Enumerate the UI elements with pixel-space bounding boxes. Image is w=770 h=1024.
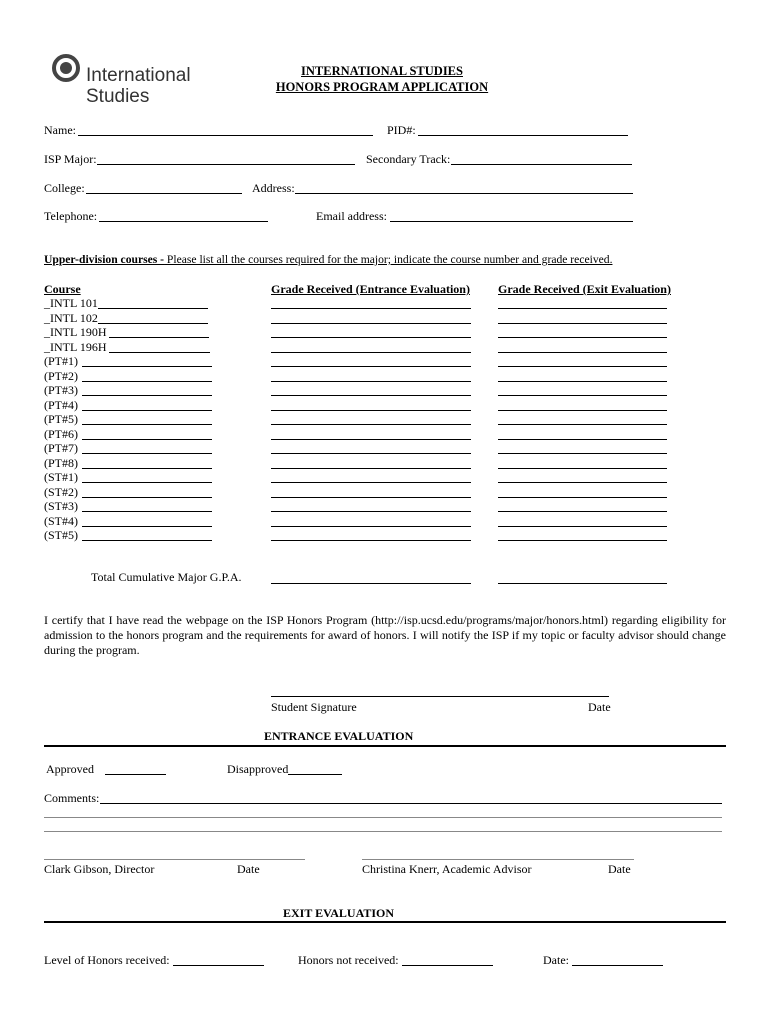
director-label: Clark Gibson, Director: [44, 862, 155, 876]
course-label: (PT#2): [44, 368, 78, 383]
gpa-label: Total Cumulative Major G.P.A.: [91, 570, 242, 584]
exit-grade-field[interactable]: [498, 424, 667, 425]
course-label: (ST#2): [44, 484, 78, 499]
isp-major-label: ISP Major:: [44, 152, 97, 166]
advisor-label: Christina Knerr, Academic Advisor: [362, 862, 532, 876]
course-number-field[interactable]: [82, 497, 212, 498]
entrance-grade-field[interactable]: [271, 497, 471, 498]
email-label: Email address:: [316, 209, 387, 223]
entrance-grade-field[interactable]: [271, 381, 471, 382]
exit-grade-field[interactable]: [498, 453, 667, 454]
entrance-grade-field[interactable]: [271, 511, 471, 512]
course-label: _INTL 190H: [44, 325, 107, 339]
director-signature-field[interactable]: [44, 859, 305, 860]
certification-text: I certify that I have read the webpage on the ISP Honors Program (http://isp.ucsd.edu/programs/major/honors.html) regarding eligibility for admission to the honors program and the requirements for award of honors. I will notify the ISP if my topic or faculty advisor should change during the program.: [44, 613, 726, 657]
address-field[interactable]: [295, 193, 633, 194]
course-number-field[interactable]: [82, 468, 212, 469]
pid-label: PID#:: [387, 123, 416, 137]
page-subtitle: HONORS PROGRAM APPLICATION: [275, 80, 489, 94]
entrance-grade-field[interactable]: [271, 323, 471, 324]
exit-grade-field[interactable]: [498, 526, 667, 527]
course-label: _INTL 196H: [44, 339, 107, 354]
student-signature-field[interactable]: [271, 696, 609, 697]
entrance-grade-field[interactable]: [271, 453, 471, 454]
exit-grade-field[interactable]: [498, 540, 667, 541]
course-number-field[interactable]: [82, 439, 212, 440]
course-number-field[interactable]: [82, 453, 212, 454]
exit-grade-field[interactable]: [498, 482, 667, 483]
name-label: Name:: [44, 123, 76, 137]
exit-grade-field[interactable]: [498, 381, 667, 382]
honors-not-received-field[interactable]: [402, 965, 493, 966]
course-label: _INTL 101: [44, 296, 98, 310]
exit-date-field[interactable]: [572, 965, 663, 966]
courses-intro: Upper-division courses - Please list all the courses required for the major; indicate the course number and grade received.: [44, 253, 613, 266]
course-number-field[interactable]: [82, 511, 212, 512]
course-number-field[interactable]: [82, 395, 212, 396]
director-date-label: Date: [237, 862, 260, 876]
student-date-label: Date: [588, 700, 611, 714]
course-number-field[interactable]: [98, 323, 208, 324]
course-number-field[interactable]: [109, 337, 209, 338]
course-number-field[interactable]: [82, 381, 212, 382]
course-label: (ST#3): [44, 499, 78, 513]
exit-grade-column-header: Grade Received (Exit Evaluation): [498, 282, 671, 296]
advisor-date-label: Date: [608, 862, 631, 876]
exit-grade-field[interactable]: [498, 497, 667, 498]
entrance-grade-field[interactable]: [271, 540, 471, 541]
entrance-grade-field[interactable]: [271, 395, 471, 396]
course-label: (ST#5): [44, 528, 78, 542]
level-of-honors-field[interactable]: [173, 965, 264, 966]
exit-date-label: Date:: [543, 953, 569, 967]
course-number-field[interactable]: [82, 366, 212, 367]
exit-grade-field[interactable]: [498, 337, 667, 338]
gpa-entrance-field[interactable]: [271, 583, 471, 584]
entrance-grade-field[interactable]: [271, 424, 471, 425]
exit-grade-field[interactable]: [498, 366, 667, 367]
course-label: (PT#7): [44, 441, 78, 455]
level-of-honors-label: Level of Honors received:: [44, 953, 170, 967]
entrance-grade-field[interactable]: [271, 482, 471, 483]
exit-grade-field[interactable]: [498, 352, 667, 353]
course-number-field[interactable]: [82, 424, 212, 425]
pid-field[interactable]: [418, 135, 628, 136]
college-label: College:: [44, 181, 85, 195]
course-label: (PT#5): [44, 412, 78, 426]
course-label: _INTL 102: [44, 310, 98, 325]
course-number-field[interactable]: [82, 410, 212, 411]
disapproved-field[interactable]: [288, 774, 342, 775]
course-column-header: Course: [44, 282, 81, 296]
entrance-grade-field[interactable]: [271, 366, 471, 367]
course-number-field[interactable]: [109, 352, 210, 353]
comments-field-line-3[interactable]: [44, 831, 722, 832]
exit-grade-field[interactable]: [498, 468, 667, 469]
course-label: (PT#6): [44, 426, 78, 441]
secondary-track-label: Secondary Track:: [366, 152, 451, 166]
secondary-track-field[interactable]: [451, 164, 632, 165]
exit-evaluation-heading: EXIT EVALUATION: [283, 906, 395, 920]
course-number-field[interactable]: [82, 526, 212, 527]
logo-line2: Studies: [86, 86, 150, 107]
page-title: INTERNATIONAL STUDIES: [301, 64, 463, 78]
entrance-grade-column-header: Grade Received (Entrance Evaluation): [271, 282, 470, 296]
entrance-grade-field[interactable]: [271, 337, 471, 338]
approved-field[interactable]: [105, 774, 166, 775]
exit-divider: [44, 921, 726, 923]
advisor-signature-field[interactable]: [362, 859, 634, 860]
exit-grade-field[interactable]: [498, 395, 667, 396]
logo-circle-icon: [52, 54, 80, 82]
college-field[interactable]: [86, 193, 242, 194]
address-label: Address:: [252, 181, 295, 195]
honors-not-received-label: Honors not received:: [298, 953, 399, 967]
disapproved-label: Disapproved: [227, 762, 289, 776]
exit-grade-field[interactable]: [498, 308, 667, 309]
entrance-grade-field[interactable]: [271, 308, 471, 309]
course-number-field[interactable]: [82, 540, 212, 541]
email-field[interactable]: [390, 221, 633, 222]
course-label: (PT#8): [44, 455, 78, 470]
entrance-evaluation-heading: ENTRANCE EVALUATION: [264, 729, 414, 743]
entrance-grade-field[interactable]: [271, 352, 471, 353]
logo-line1: International: [86, 65, 191, 86]
telephone-label: Telephone:: [44, 209, 98, 223]
student-signature-label: Student Signature: [271, 700, 357, 714]
course-label: (PT#1): [44, 354, 78, 368]
exit-grade-field[interactable]: [498, 439, 667, 440]
entrance-grade-field[interactable]: [271, 439, 471, 440]
approved-label: Approved: [46, 762, 94, 776]
comments-field-line-1[interactable]: [100, 803, 722, 804]
name-field[interactable]: [78, 135, 373, 136]
course-label: (ST#1): [44, 470, 78, 484]
course-number-field[interactable]: [82, 482, 212, 483]
entrance-grade-field[interactable]: [271, 410, 471, 411]
entrance-grade-field[interactable]: [271, 526, 471, 527]
exit-grade-field[interactable]: [498, 511, 667, 512]
course-label: (ST#4): [44, 513, 78, 528]
course-label: (PT#3): [44, 383, 78, 397]
isp-major-field[interactable]: [97, 164, 355, 165]
exit-grade-field[interactable]: [498, 410, 667, 411]
comments-field-line-2[interactable]: [44, 817, 722, 818]
telephone-field[interactable]: [99, 221, 268, 222]
exit-grade-field[interactable]: [498, 323, 667, 324]
entrance-divider: [44, 745, 726, 747]
course-label: (PT#4): [44, 397, 78, 412]
course-number-field[interactable]: [98, 308, 208, 309]
comments-label: Comments:: [44, 791, 100, 805]
gpa-exit-field[interactable]: [498, 583, 667, 584]
entrance-grade-field[interactable]: [271, 468, 471, 469]
